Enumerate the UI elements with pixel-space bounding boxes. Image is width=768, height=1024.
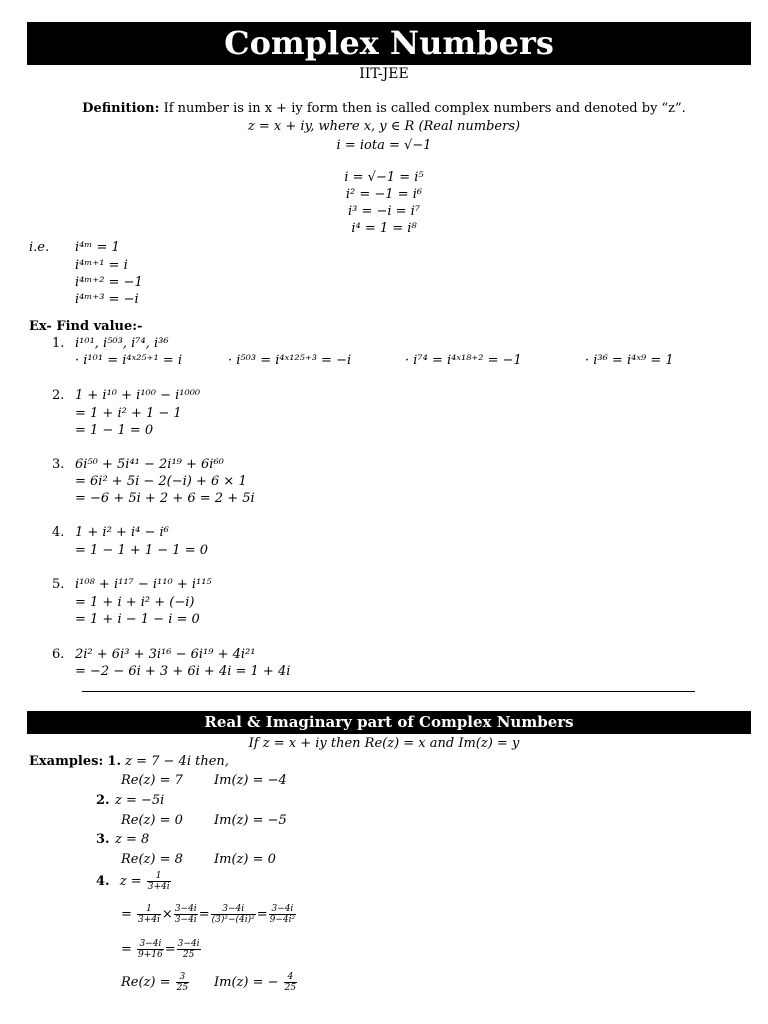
fraction: $\frac{4}{25}$: [284, 972, 297, 993]
fraction: $\frac{3-4i}{9+16}$: [138, 939, 163, 960]
example-text: z = 8: [115, 832, 150, 847]
example-step: = 1 + i + i² + (−i): [75, 595, 195, 610]
imaginary-part: Im(z) = −4: [214, 773, 287, 788]
example-part: · i¹⁰¹ = i⁴ˣ²⁵⁺¹ = i: [75, 353, 183, 368]
example-4-line: [96, 869, 172, 895]
fraction: $\frac{3-4i}{3-4i}$: [174, 904, 197, 925]
real-part: Re(z) = 0: [121, 813, 183, 828]
example-part: · i⁷⁴ = i⁴ˣ¹⁸⁺² = −1: [405, 353, 522, 368]
example-number: 3.: [96, 832, 110, 847]
example-step: = 1 − 1 = 0: [75, 423, 154, 438]
power-line: i⁴ = 1 = i⁸: [351, 221, 417, 236]
fraction: $\frac{3-4i}{\text{(3)²−(4i)²}}$: [211, 904, 255, 925]
examples-label: Examples:: [29, 754, 104, 769]
fraction: $\frac{3-4i}{\text{9−4i²}}$: [269, 904, 296, 925]
example-part: · i³⁶ = i⁴ˣ⁹ = 1: [585, 353, 674, 368]
divider: [82, 691, 695, 692]
section-title: Real & Imaginary part of Complex Numbers: [27, 711, 751, 734]
example-question: 2i² + 6i³ + 3i¹⁶ − 6i¹⁹ + 4i²¹: [75, 647, 256, 662]
ie-line: i⁴ᵐ⁺¹ = i: [75, 258, 128, 273]
power-line: i³ = −i = i⁷: [347, 204, 421, 219]
imaginary-part: Im(z) = −5: [214, 813, 287, 828]
fraction: $\frac{3}{25}$: [176, 972, 189, 993]
real-part: Re(z) = 8: [121, 852, 183, 867]
ie-line: i⁴ᵐ⁺² = −1: [75, 275, 143, 290]
fraction: $\frac{1}{3+4i}$: [138, 904, 160, 925]
fraction: $\frac{3-4i}{25}$: [177, 939, 200, 960]
fraction: $\frac{1}{3+4i}$: [147, 871, 170, 892]
definition-label: Definition:: [82, 101, 160, 116]
example-part: · i⁵⁰³ = i⁴ˣ¹²⁵⁺³ = −i: [228, 353, 352, 368]
rationalize-line: = $\frac{1}{3+4i}$ × $\frac{3-4i}{3-4i}$ = $\frac{3-4i}{\text{(3)²−(4i)²}}$ = $\frac{3-4i}{\text{9−4i²}}$: [121, 904, 296, 925]
simplify-line: = $\frac{3-4i}{9+16}$ = $\frac{3-4i}{25}$: [121, 939, 200, 960]
definition-formula: z = x + iy, where x, y ∈ R (Real numbers): [247, 119, 521, 134]
z-lhs: z =: [119, 874, 142, 889]
ie-line: i⁴ᵐ⁺³ = −i: [75, 292, 139, 307]
example-number: 4.: [52, 525, 65, 540]
examples-line: [29, 754, 229, 769]
example-number: 5.: [52, 577, 65, 592]
example-question: 1 + i² + i⁴ − i⁶: [75, 525, 169, 540]
example-number: 2.: [96, 793, 110, 808]
power-line: i² = −1 = i⁶: [345, 187, 423, 202]
real-part: Re(z) = $\frac{3}{25}$: [121, 972, 189, 993]
example-number: 2.: [52, 388, 65, 403]
ie-line: i⁴ᵐ = 1: [75, 240, 120, 255]
example-step: = 6i² + 5i − 2(−i) + 6 × 1: [75, 474, 247, 489]
example-step: = 1 + i² + 1 − 1: [75, 406, 182, 421]
real-part: Re(z) = 7: [121, 773, 183, 788]
example-text: z = 7 − 4i then,: [125, 754, 229, 769]
example-step: = 1 + i − 1 − i = 0: [75, 612, 200, 627]
example-number: 3.: [52, 457, 65, 472]
example-text: z = −5i: [115, 793, 165, 808]
iota-definition: i = iota = √−1: [336, 138, 432, 153]
definition-text: If number is in x + iy form then is called complex numbers and denoted by “z”.: [163, 101, 686, 116]
example-step: = 1 − 1 + 1 − 1 = 0: [75, 543, 209, 558]
subtitle: IIT-JEE: [359, 66, 409, 82]
example-step: = −6 + 5i + 2 + 6 = 2 + 5i: [75, 491, 255, 506]
example-step: = −2 − 6i + 3 + 6i + 4i = 1 + 4i: [75, 664, 291, 679]
examples-heading: Ex- Find value:-: [29, 319, 143, 334]
example-number: 4.: [96, 874, 110, 889]
example-question: 6i⁵⁰ + 5i⁴¹ − 2i¹⁹ + 6i⁶⁰: [75, 457, 224, 472]
example-number: 6.: [52, 647, 65, 662]
example-question: i¹⁰¹, i⁵⁰³, i⁷⁴, i³⁶: [75, 336, 169, 351]
definition-line: [0, 101, 768, 116]
imaginary-part: Im(z) = 0: [214, 852, 276, 867]
example-question: 1 + i¹⁰ + i¹⁰⁰ − i¹⁰⁰⁰: [75, 388, 201, 403]
example-number: 1.: [107, 754, 121, 769]
power-line: i = √−1 = i⁵: [344, 170, 424, 185]
page-title: Complex Numbers: [27, 22, 751, 65]
imaginary-part: Im(z) = − $\frac{4}{25}$: [214, 972, 297, 993]
re-im-rule: If z = x + iy then Re(z) = x and Im(z) = y: [248, 736, 520, 751]
example-number: 1.: [52, 336, 65, 351]
example-question: i¹⁰⁸ + i¹¹⁷ − i¹¹⁰ + i¹¹⁵: [75, 577, 212, 592]
ie-label: i.e.: [29, 240, 50, 255]
